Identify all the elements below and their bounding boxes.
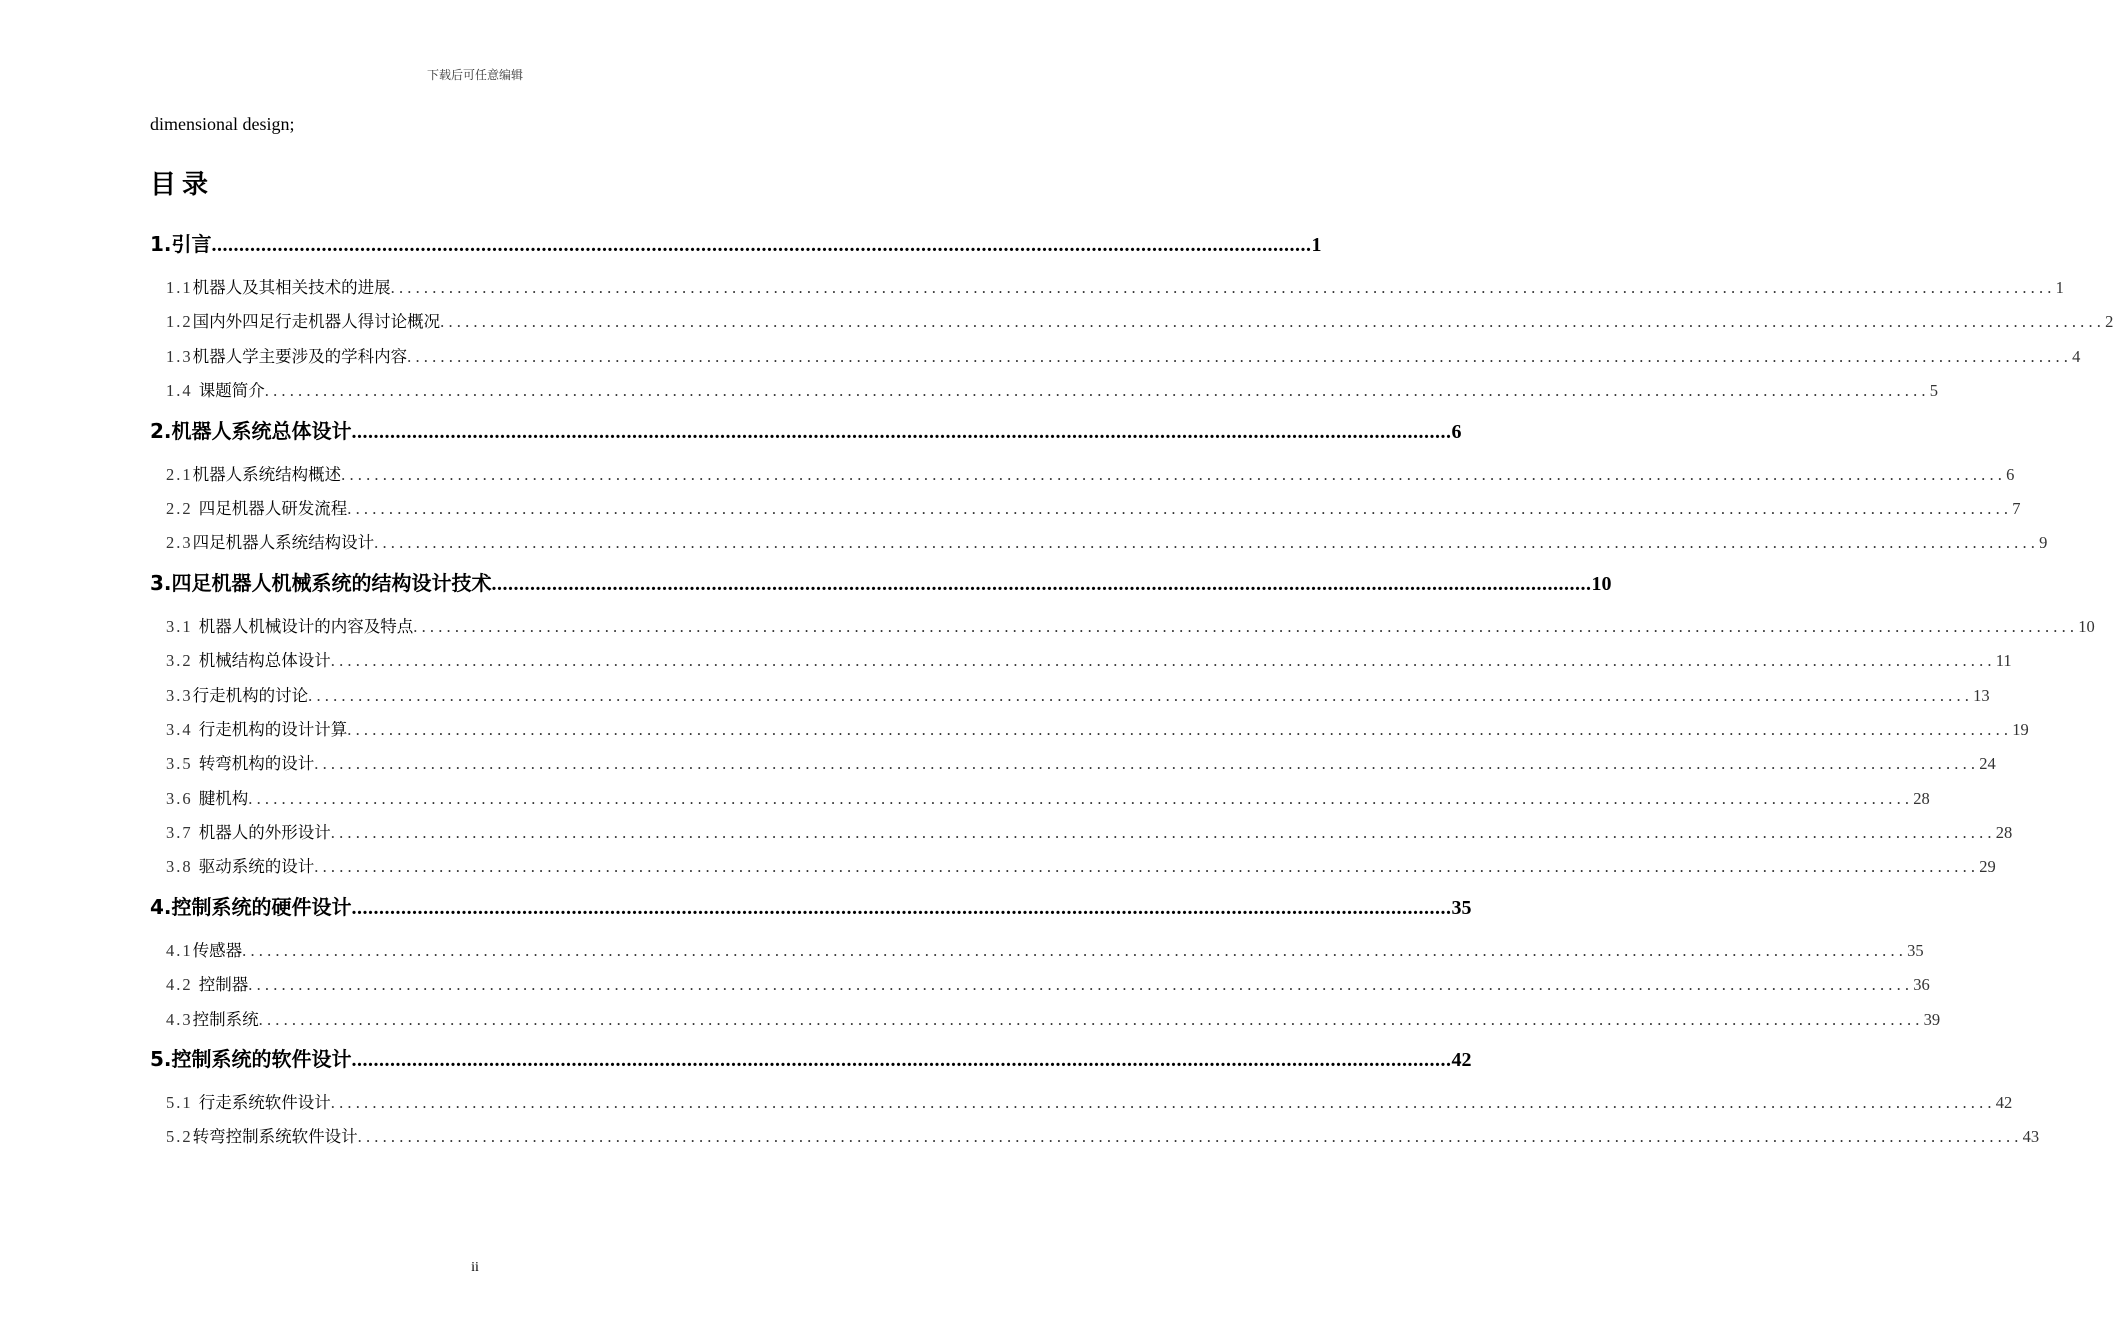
toc-entry-title: 机器人系统总体设计 bbox=[171, 418, 352, 443]
toc-entry-number: 3.3 bbox=[166, 685, 193, 705]
toc-entry-title: 四足机器人机械系统的结构设计技术 bbox=[171, 570, 492, 595]
toc-section-entry[interactable] bbox=[150, 460, 2015, 494]
toc-entry-number: 2.1 bbox=[166, 464, 193, 484]
toc-section-entry[interactable] bbox=[150, 1122, 2040, 1156]
toc-section-entry[interactable] bbox=[150, 273, 2064, 307]
toc-entry-label bbox=[166, 1122, 358, 1152]
toc-section-entry[interactable] bbox=[150, 528, 2048, 562]
toc-entry-label bbox=[166, 681, 308, 711]
toc-dot-leader: ........................................................................................................................................................................................................ bbox=[308, 685, 1974, 705]
toc-entry-label bbox=[150, 887, 352, 927]
toc-entry-title: 控制器 bbox=[198, 975, 249, 995]
toc-dot-leader: ........................................................................................................................................................................................................ bbox=[413, 616, 2079, 636]
toc-entry-title: 机器人系统结构概述 bbox=[192, 464, 342, 484]
toc-dot-leader: ........................................................................................................................................................................................................ bbox=[374, 533, 2040, 553]
toc-entry-title: 机器人学主要涉及的学科内容 bbox=[192, 346, 408, 366]
toc-entry-label bbox=[166, 784, 248, 814]
toc-dot-leader: ........................................................................................................................................................................................................ bbox=[351, 420, 1452, 443]
toc-entry-page: 5 bbox=[1929, 381, 1938, 401]
preceding-text: dimensional design; bbox=[150, 114, 295, 134]
toc-dot-leader: ........................................................................................................................................................................................................ bbox=[347, 719, 2013, 739]
toc-section-entry[interactable] bbox=[150, 715, 2029, 749]
toc-entry-number: 3.1 bbox=[166, 616, 199, 636]
toc-dot-leader: ........................................................................................................................................................................................................ bbox=[242, 940, 1908, 960]
toc-entry-title: 引言 bbox=[171, 232, 212, 256]
toc-title: 目录 bbox=[150, 170, 215, 200]
toc-section-entry[interactable] bbox=[150, 612, 2095, 646]
toc-chapter-entry[interactable] bbox=[150, 224, 1322, 273]
toc-section-entry[interactable] bbox=[150, 749, 1996, 783]
toc-dot-leader: ........................................................................................................................................................................................................ bbox=[314, 857, 1980, 877]
toc-entry-label bbox=[166, 749, 314, 779]
toc-entry-page: 7 bbox=[2012, 498, 2021, 518]
toc-entry-number: 4. bbox=[150, 894, 172, 919]
toc-entry-number: 3.2 bbox=[166, 651, 199, 671]
toc-entry-title: 行走系统软件设计 bbox=[198, 1093, 331, 1113]
toc-entry-title: 转弯控制系统软件设计 bbox=[192, 1127, 358, 1147]
toc-entry-number: 1.3 bbox=[166, 346, 193, 366]
toc-entry-number: 2.2 bbox=[166, 498, 199, 518]
toc-entry-title: 四足机器人研发流程 bbox=[198, 498, 348, 518]
toc-entry-page: 19 bbox=[2012, 719, 2029, 739]
toc-entry-number: 1.1 bbox=[166, 278, 193, 297]
toc-entry-title: 课题简介 bbox=[198, 381, 265, 401]
toc-entry-label bbox=[166, 852, 314, 882]
toc-entry-label bbox=[166, 273, 391, 303]
toc-dot-leader: ........................................................................................................................................................................................................ bbox=[407, 346, 2073, 366]
toc-entry-number: 3.4 bbox=[166, 719, 199, 739]
toc-entry-page: 28 bbox=[1995, 823, 2013, 843]
toc-entry-title: 传感器 bbox=[192, 940, 243, 960]
toc-entry-number: 3.6 bbox=[166, 788, 199, 808]
page-header: 下载后可任意编辑 bbox=[426, 68, 523, 82]
toc-entry-title: 机器人机械设计的内容及特点 bbox=[198, 616, 414, 636]
toc-dot-leader: ........................................................................................................................................................................................................ bbox=[440, 312, 2106, 332]
toc-entry-page: 28 bbox=[1913, 788, 1930, 808]
toc-entry-page: 36 bbox=[1913, 975, 1930, 995]
toc-entry-page: 42 bbox=[1451, 1049, 1472, 1072]
toc-chapter-entry[interactable] bbox=[150, 1039, 1472, 1088]
toc-section-entry[interactable] bbox=[150, 307, 2113, 341]
toc-dot-leader: ........................................................................................................................................................................................................ bbox=[491, 572, 1592, 595]
toc-entry-number: 4.3 bbox=[166, 1009, 193, 1029]
toc-entry-label bbox=[166, 342, 407, 372]
toc-entry-page: 10 bbox=[1591, 572, 1612, 595]
toc-section-entry[interactable] bbox=[150, 1005, 1941, 1039]
toc-entry-title: 控制系统的硬件设计 bbox=[171, 894, 352, 919]
toc-entry-label bbox=[150, 1039, 352, 1079]
toc-entry-number: 3. bbox=[150, 570, 172, 595]
toc-dot-leader: ........................................................................................................................................................................................................ bbox=[351, 896, 1452, 919]
toc-entry-title: 国内外四足行走机器人得讨论概况 bbox=[192, 312, 441, 332]
toc-section-entry[interactable] bbox=[150, 494, 2021, 528]
toc-entry-title: 行走机构的设计计算 bbox=[198, 719, 348, 739]
toc-dot-leader: ........................................................................................................................................................................................................ bbox=[264, 381, 1930, 401]
table-of-contents bbox=[150, 224, 2113, 1157]
page-number: ii bbox=[471, 1260, 479, 1275]
toc-entry-title: 机器人的外形设计 bbox=[198, 823, 331, 843]
toc-entry-label bbox=[166, 612, 413, 642]
toc-entry-number: 2. bbox=[150, 418, 172, 443]
toc-section-entry[interactable] bbox=[150, 852, 1996, 886]
toc-entry-page: 24 bbox=[1979, 754, 1996, 774]
toc-section-entry[interactable] bbox=[150, 681, 1990, 715]
toc-entry-title: 机械结构总体设计 bbox=[198, 651, 331, 671]
toc-entry-number: 5. bbox=[150, 1047, 172, 1072]
toc-entry-title: 控制系统的软件设计 bbox=[171, 1047, 352, 1072]
toc-section-entry[interactable] bbox=[150, 784, 1930, 818]
toc-entry-number: 4.1 bbox=[166, 940, 193, 960]
toc-chapter-entry[interactable] bbox=[150, 887, 1472, 936]
toc-entry-page: 29 bbox=[1979, 857, 1996, 877]
toc-entry-label bbox=[166, 936, 242, 966]
toc-entry-label bbox=[166, 970, 248, 1000]
toc-entry-number: 3.8 bbox=[166, 857, 199, 877]
toc-entry-label bbox=[166, 1005, 259, 1035]
toc-entry-number: 1.2 bbox=[166, 312, 193, 332]
toc-dot-leader: ........................................................................................................................................................................................................ bbox=[314, 754, 1980, 774]
toc-dot-leader: ........................................................................................................................................................................................................ bbox=[248, 788, 1914, 808]
toc-entry-label bbox=[166, 528, 374, 558]
toc-entry-title: 机器人及其相关技术的进展 bbox=[192, 278, 391, 297]
toc-entry-page: 4 bbox=[2072, 346, 2081, 366]
toc-section-entry[interactable] bbox=[150, 970, 1930, 1004]
toc-entry-number: 4.2 bbox=[166, 975, 199, 995]
toc-entry-page: 1 bbox=[2055, 278, 2064, 297]
toc-dot-leader: ........................................................................................................................................................................................................ bbox=[330, 651, 1996, 671]
toc-entry-number: 2.3 bbox=[166, 533, 193, 553]
toc-entry-page: 11 bbox=[1995, 651, 2012, 671]
toc-entry-page: 39 bbox=[1923, 1009, 1941, 1029]
toc-entry-title: 转弯机构的设计 bbox=[198, 754, 315, 774]
toc-chapter-entry[interactable] bbox=[150, 411, 1462, 460]
toc-entry-title: 四足机器人系统结构设计 bbox=[192, 533, 375, 553]
toc-entry-number: 3.7 bbox=[166, 823, 199, 843]
toc-dot-leader: ........................................................................................................................................................................................................ bbox=[258, 1009, 1924, 1029]
toc-entry-page: 6 bbox=[1451, 420, 1462, 443]
toc-dot-leader: ........................................................................................................................................................................................................ bbox=[347, 498, 2013, 518]
toc-dot-leader: ........................................................................................................................................................................................................ bbox=[211, 234, 1312, 256]
toc-section-entry[interactable] bbox=[150, 376, 1938, 410]
toc-section-entry[interactable] bbox=[150, 342, 2081, 376]
toc-entry-number: 1. bbox=[150, 232, 172, 256]
toc-entry-page: 35 bbox=[1451, 896, 1472, 919]
toc-entry-label bbox=[166, 376, 265, 406]
toc-entry-number: 3.5 bbox=[166, 754, 199, 774]
toc-entry-page: 1 bbox=[1311, 234, 1322, 256]
toc-entry-page: 42 bbox=[1995, 1093, 2013, 1113]
toc-entry-page: 43 bbox=[2022, 1127, 2040, 1147]
toc-dot-leader: ........................................................................................................................................................................................................ bbox=[330, 823, 1996, 843]
toc-entry-title: 驱动系统的设计 bbox=[198, 857, 315, 877]
toc-entry-page: 35 bbox=[1907, 940, 1924, 960]
toc-entry-label bbox=[166, 646, 331, 676]
toc-entry-page: 13 bbox=[1973, 685, 1990, 705]
toc-entry-label bbox=[150, 411, 352, 451]
toc-entry-label bbox=[150, 224, 212, 264]
toc-dot-leader: ........................................................................................................................................................................................................ bbox=[351, 1049, 1452, 1072]
toc-section-entry[interactable] bbox=[150, 1088, 2013, 1122]
toc-section-entry[interactable] bbox=[150, 646, 2012, 680]
toc-entry-page: 9 bbox=[2039, 533, 2048, 553]
toc-entry-label bbox=[166, 818, 331, 848]
toc-dot-leader: ........................................................................................................................................................................................................ bbox=[390, 278, 2056, 297]
toc-entry-label bbox=[150, 563, 492, 603]
toc-entry-label bbox=[166, 1088, 331, 1118]
toc-entry-page: 10 bbox=[2078, 616, 2095, 636]
toc-entry-label bbox=[166, 494, 347, 524]
toc-entry-page: 2 bbox=[2105, 312, 2113, 332]
toc-entry-title: 腱机构 bbox=[198, 788, 249, 808]
toc-entry-number: 5.1 bbox=[166, 1093, 199, 1113]
toc-entry-label bbox=[166, 715, 347, 745]
toc-entry-label bbox=[166, 460, 341, 490]
toc-dot-leader: ........................................................................................................................................................................................................ bbox=[248, 975, 1914, 995]
toc-dot-leader: ........................................................................................................................................................................................................ bbox=[341, 464, 2007, 484]
toc-chapter-entry[interactable] bbox=[150, 563, 1612, 612]
toc-section-entry[interactable] bbox=[150, 936, 1924, 970]
toc-entry-label bbox=[166, 307, 440, 337]
toc-entry-number: 1.4 bbox=[166, 381, 199, 401]
toc-entry-title: 行走机构的讨论 bbox=[192, 685, 309, 705]
toc-entry-title: 控制系统 bbox=[192, 1009, 259, 1029]
toc-entry-number: 5.2 bbox=[166, 1127, 193, 1147]
toc-entry-page: 6 bbox=[2006, 464, 2015, 484]
toc-dot-leader: ........................................................................................................................................................................................................ bbox=[330, 1093, 1996, 1113]
toc-dot-leader: ........................................................................................................................................................................................................ bbox=[357, 1127, 2023, 1147]
toc-section-entry[interactable] bbox=[150, 818, 2013, 852]
